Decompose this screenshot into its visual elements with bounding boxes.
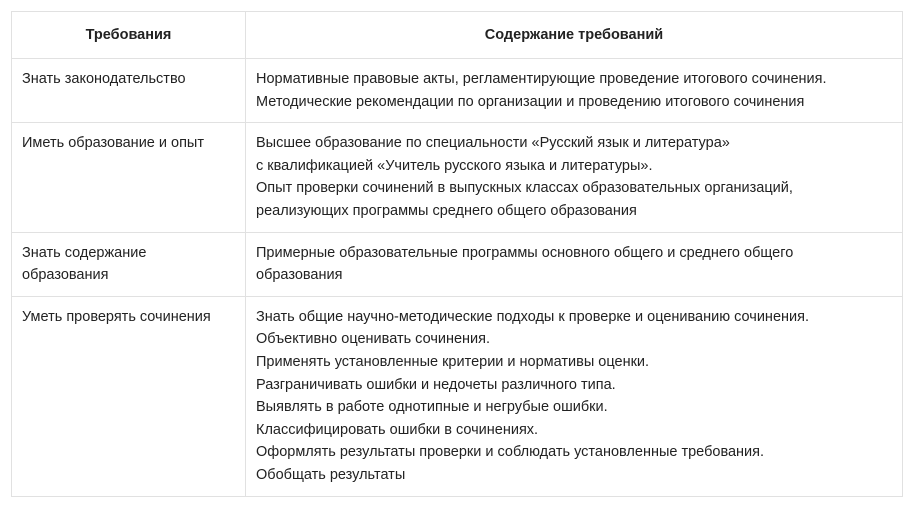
table-row xyxy=(12,59,903,123)
requirement-cell: Уметь проверять сочинения xyxy=(12,296,246,496)
content-line: Обобщать результаты xyxy=(256,466,406,483)
table-row xyxy=(12,232,903,296)
requirement-cell xyxy=(12,232,246,296)
content-line: Классифицировать ошибки в сочинениях. xyxy=(256,421,539,438)
requirement-cell: Знать законодательство xyxy=(12,59,246,123)
content-line: Объективно оценивать сочинения. xyxy=(256,331,491,348)
content-line: Выявлять в работе однотипные и негрубые ошибки. xyxy=(256,399,608,416)
content-line: образования xyxy=(256,267,343,284)
table-row xyxy=(12,296,903,496)
content-line: Разграничивать ошибки и недочеты различного типа. xyxy=(256,376,616,393)
content-line: Нормативные правовые акты, регламентирующие проведение итогового сочинения. xyxy=(256,71,827,87)
content-line: Применять установленные критерии и нормативы оценки. xyxy=(256,353,650,370)
content-line: с квалификацией «Учитель русского языка и литературы». xyxy=(256,157,653,174)
content-line: Методические рекомендации по организации и проведению итогового сочинения xyxy=(256,93,805,110)
content-cell xyxy=(246,232,903,296)
requirement-line: образования xyxy=(22,267,109,284)
table-row xyxy=(12,123,903,232)
requirement-line: Знать содержание xyxy=(22,244,147,261)
content-line: Знать общие научно-методические подходы к проверке и оцениванию сочинения. xyxy=(256,308,809,325)
content-line: Опыт проверки сочинений в выпускных классах образовательных организаций, xyxy=(256,180,793,197)
requirements-table xyxy=(11,11,903,497)
content-line: Оформлять результаты проверки и соблюдать установленные требования. xyxy=(256,444,765,461)
content-cell xyxy=(246,123,903,232)
content-cell xyxy=(246,296,903,496)
content-line: Высшее образование по специальности «Русский язык и литература» xyxy=(256,135,730,152)
header-requirements-content: Содержание требований xyxy=(246,12,903,59)
requirement-cell: Иметь образование и опыт xyxy=(12,123,246,232)
content-line: реализующих программы среднего общего образования xyxy=(256,202,637,219)
table-header-row xyxy=(12,12,903,59)
header-requirements: Требования xyxy=(12,12,246,59)
content-cell xyxy=(246,59,903,123)
content-line: Примерные образовательные программы основного общего и среднего общего xyxy=(256,244,794,261)
